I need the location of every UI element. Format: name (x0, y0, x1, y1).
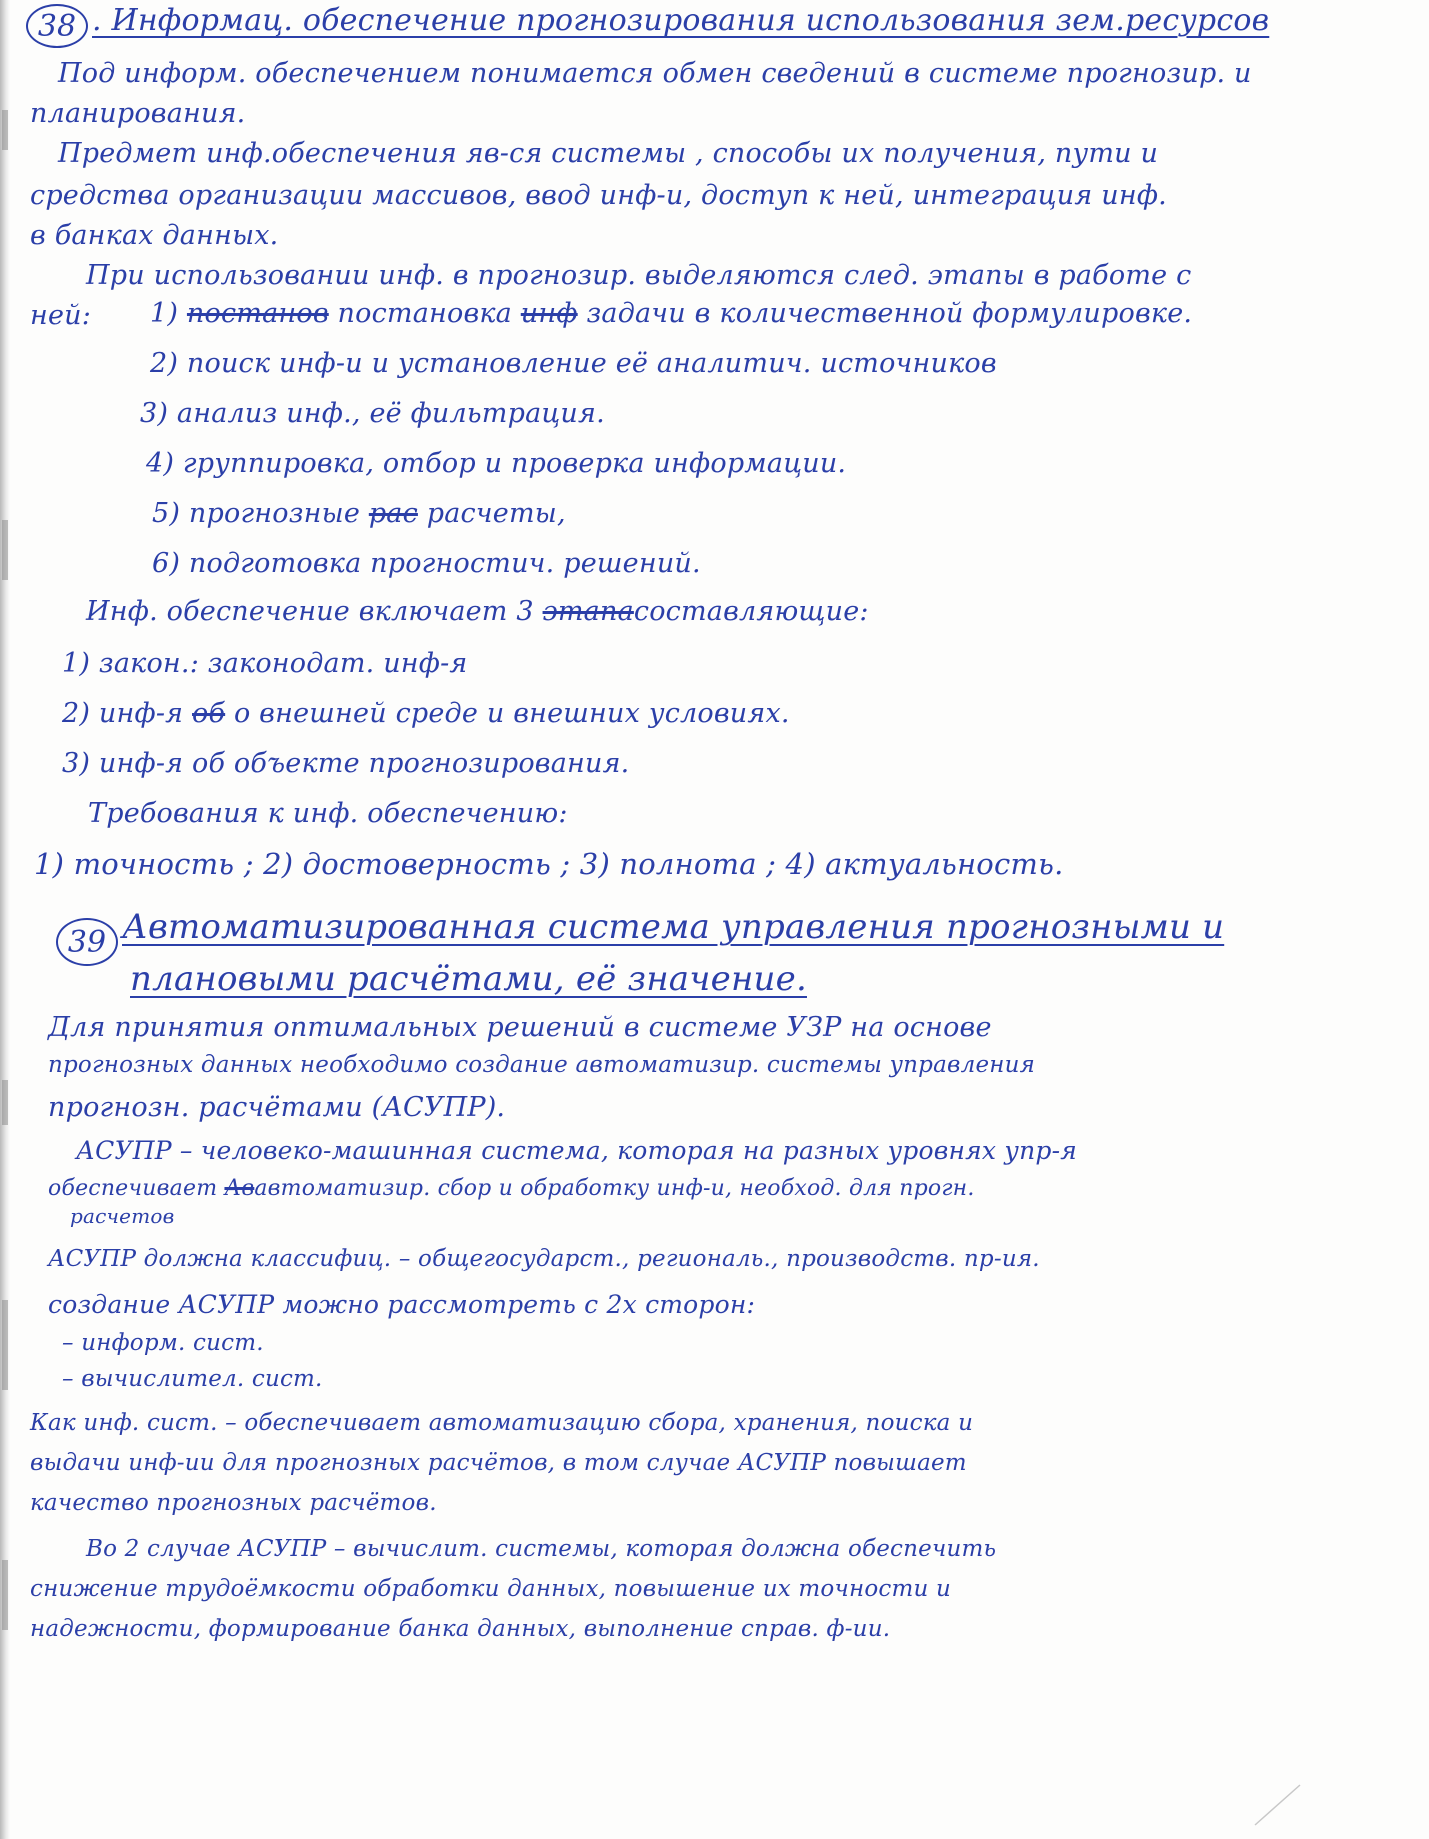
text-line: ней: (30, 300, 92, 331)
text-line: в банках данных. (30, 220, 279, 251)
struck-word: об (192, 698, 226, 729)
component-item: 1) закон.: законодат. инф-я (62, 648, 468, 679)
text-line: Для принятия оптимальных решений в системе УЗР на основе (48, 1012, 992, 1043)
text-line: прогнозн. расчётами (АСУПР). (48, 1092, 506, 1123)
text-line: При использовании инф. в прогнозир. выделяются след. этапы в работе с (86, 260, 1192, 291)
stage-item: 1) постанов постановка инф задачи в количественной формулировке. (150, 298, 1193, 329)
section-39-title: плановыми расчётами, её значение. (130, 959, 807, 999)
section-38-title: . Информац. обеспечение прогнозирования использования зем.ресурсов (92, 3, 1270, 38)
stage-item: 6) подготовка прогностич. решений. (152, 548, 701, 579)
requirements-list: 1) точность ; 2) достоверность ; 3) полнота ; 4) актуальность. (34, 847, 1064, 881)
struck-word: этапа (542, 596, 634, 627)
stage-item: 4) группировка, отбор и проверка информации. (146, 448, 847, 479)
section-39-number: 39 (56, 918, 118, 966)
text-line: – вычислител. сист. (62, 1366, 323, 1392)
text-line: АСУПР – человеко-машинная система, которая на разных уровнях упр-я (76, 1136, 1077, 1165)
struck-word: инф (520, 298, 578, 329)
text-line: Как инф. сист. – обеспечивает автоматизацию сбора, хранения, поиска и (30, 1410, 974, 1436)
section-39-title: Автоматизированная система управления прогнозными и (122, 907, 1225, 947)
text-line: качество прогнозных расчётов. (30, 1490, 437, 1516)
stage-item: 3) анализ инф., её фильтрация. (140, 398, 605, 429)
section-38-number: 38 (26, 4, 88, 48)
pencil-mark (1250, 1780, 1310, 1830)
text-line: Предмет инф.обеспечения яв-ся системы , способы их получения, пути и (58, 138, 1159, 169)
text-line: снижение трудоёмкости обработки данных, повышение их точности и (30, 1576, 951, 1602)
binding-mark (2, 520, 8, 580)
text-line: – информ. сист. (62, 1330, 264, 1356)
text-line: надежности, формирование банка данных, выполнение справ. ф-ии. (30, 1616, 891, 1642)
text-line: Во 2 случае АСУПР – вычислит. системы, которая должна обеспечить (86, 1536, 997, 1562)
text-line: планирования. (30, 98, 246, 129)
binding-mark (2, 110, 8, 150)
component-item: 3) инф-я об объекте прогнозирования. (62, 748, 630, 779)
binding-mark (2, 1080, 8, 1125)
binding-mark (2, 1560, 8, 1630)
text-line: обеспечивает Ававтоматизир. сбор и обработку инф-и, необход. для прогн. (48, 1176, 975, 1201)
struck-word: постанов (186, 298, 329, 329)
text-line: создание АСУПР можно рассмотреть с 2х сторон: (48, 1290, 756, 1319)
text-line: расчетов (70, 1204, 175, 1228)
text-line: АСУПР должна классифиц. – общегосударст., региональ., производств. пр-ия. (48, 1246, 1040, 1272)
struck-word: Ав (224, 1176, 255, 1201)
text-line: выдачи инф-ии для прогнозных расчётов, в том случае АСУПР повышает (30, 1450, 967, 1476)
struck-word: рас (368, 498, 418, 529)
component-item: 2) инф-я об о внешней среде и внешних условиях. (62, 698, 790, 729)
text-line: прогнозных данных необходимо создание автоматизир. системы управления (48, 1052, 1036, 1078)
text-line: средства организации массивов, ввод инф-и, доступ к ней, интеграция инф. (30, 180, 1167, 211)
binding-mark (2, 1300, 8, 1390)
text-line: Под информ. обеспечением понимается обмен сведений в системе прогнозир. и (58, 58, 1252, 89)
text-line: Инф. обеспечение включает 3 этапасоставляющие: (86, 596, 869, 627)
text-line: Требования к инф. обеспечению: (88, 798, 568, 829)
stage-item: 5) прогнозные рас расчеты, (152, 498, 566, 529)
stage-item: 2) поиск инф-и и установление её аналитич. источников (150, 348, 997, 379)
